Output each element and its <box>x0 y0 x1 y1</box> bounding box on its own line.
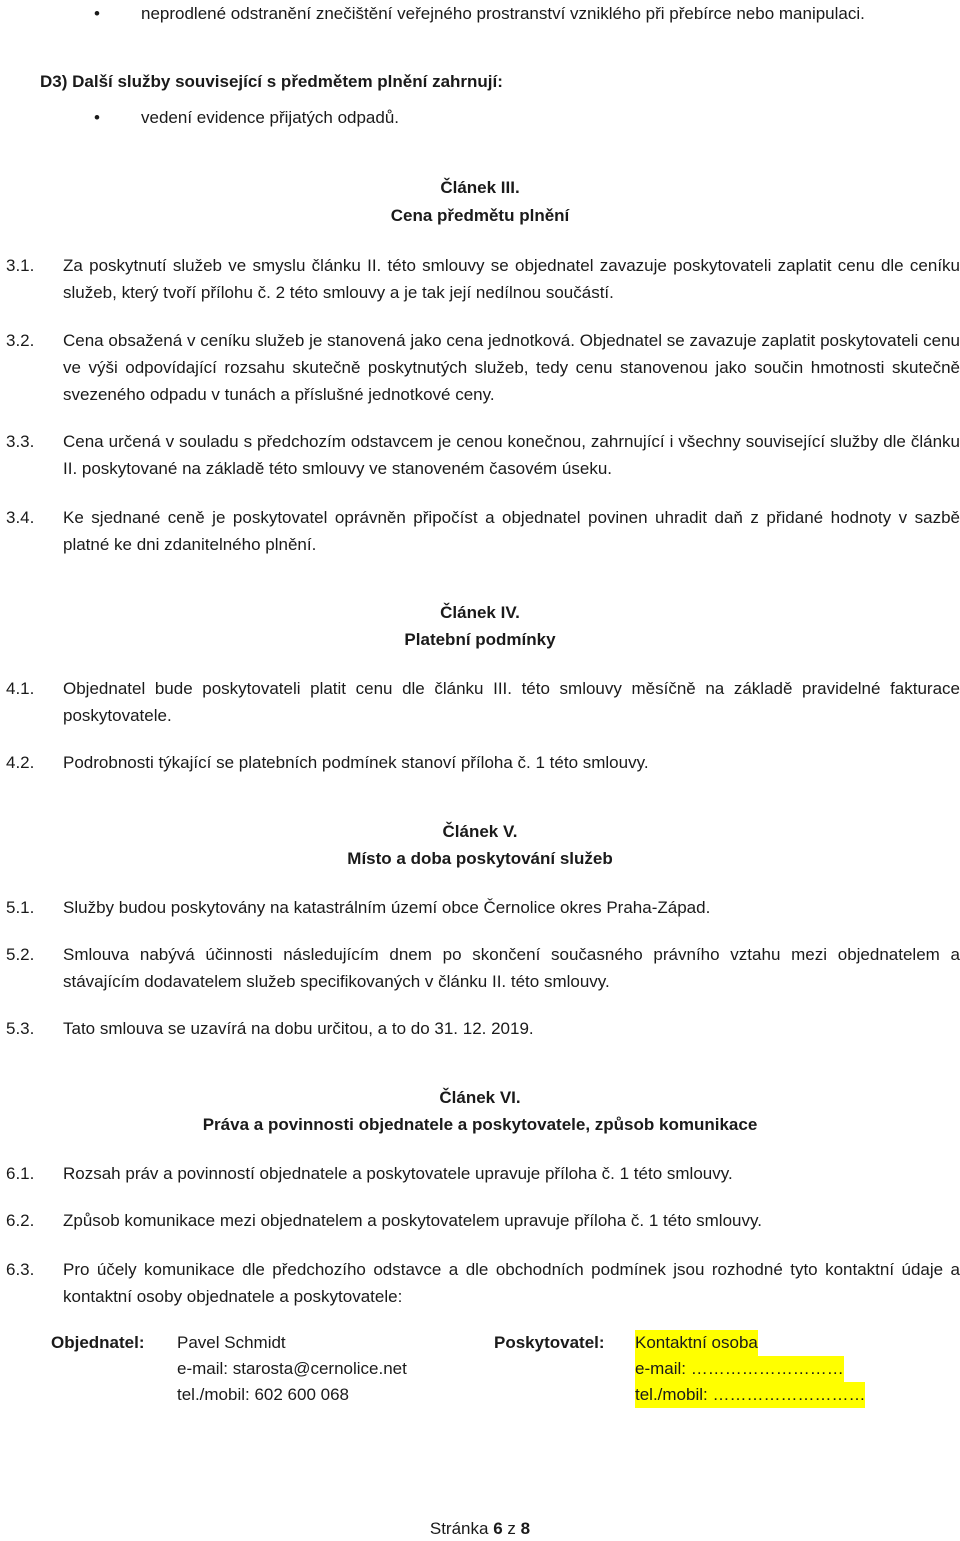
client-name: Pavel Schmidt <box>177 1333 286 1352</box>
paragraph-text: Cena obsažená v ceníku služeb je stanovená jako cena jednotková. Objednatel se zavazuje zaplatit poskytovateli cenu ve výši odpovídající rozsahu skutečně poskytnutých služeb, tedy cenu stanovenou jako součin hmotnosti skutečně svezeného odpadu v tunách a příslušné jednotkové ceny. <box>63 331 960 404</box>
paragraph-text: Cena určená v souladu s předchozím odstavcem je cenou konečnou, zahrnující i všechny související služby dle článku II. poskytované na základě této smlouvy ve stanoveném časovém úseku. <box>63 432 960 478</box>
paragraph-text: Tato smlouva se uzavírá na dobu určitou, a to do 31. 12. 2019. <box>63 1019 534 1038</box>
paragraph-number: 6.2. <box>6 1211 35 1230</box>
paragraph-number: 3.2. <box>6 331 35 350</box>
paragraph-number: 3.3. <box>6 432 35 451</box>
footer-of: z <box>507 1519 516 1538</box>
bullet-text: vedení evidence přijatých odpadů. <box>141 108 400 127</box>
provider-phone: tel./mobil: ……………………… <box>635 1382 865 1408</box>
paragraph-number: 5.2. <box>6 945 35 964</box>
paragraph-text: Způsob komunikace mezi objednatelem a poskytovatelem upravuje příloha č. 1 této smlouvy. <box>63 1211 762 1230</box>
paragraph-text: Rozsah práv a povinností objednatele a poskytovatele upravuje příloha č. 1 této smlouvy. <box>63 1164 733 1183</box>
paragraph-text: Smlouva nabývá účinnosti následujícím dnem po skončení současného právního vztahu mezi objednatelem a stávajícím dodavatelem služeb specifikovaných v článku II. této smlouvy. <box>63 945 960 991</box>
client-label: Objednatel: <box>51 1333 145 1352</box>
paragraph-text: Za poskytnutí služeb ve smyslu článku II. této smlouvy se objednatel zavazuje poskytovateli zaplatit cenu dle ceníku služeb, který tvoří přílohu č. 2 této smlouvy a je tak její nedílnou součástí. <box>63 256 960 302</box>
paragraph-text: Ke sjednané ceně je poskytovatel oprávněn připočíst a objednatel povinen uhradit daň z přidané hodnoty v sazbě platné ke dni zdanitelného plnění. <box>63 508 960 554</box>
footer-page-total: 8 <box>520 1519 531 1538</box>
paragraph-number: 5.1. <box>6 898 35 917</box>
page-footer <box>0 1517 960 1541</box>
article-title: Článek VI. <box>439 1088 521 1107</box>
footer-page-number: 6 <box>493 1519 503 1538</box>
footer-prefix: Stránka <box>429 1519 489 1538</box>
provider-label: Poskytovatel: <box>494 1333 605 1352</box>
paragraph-text: Pro účely komunikace dle předchozího odstavce a dle obchodních podmínek jsou rozhodné tyto kontaktní údaje a kontaktní osoby objednatele a poskytovatele: <box>63 1260 960 1306</box>
paragraph-number: 3.4. <box>6 508 35 527</box>
paragraph-number: 6.3. <box>6 1260 35 1279</box>
article-subtitle: Místo a doba poskytování služeb <box>347 849 613 868</box>
client-email: e-mail: starosta@cernolice.net <box>177 1359 407 1378</box>
bullet-text: neprodlené odstranění znečištění veřejného prostranství vzniklého při přebírce nebo manipulaci. <box>141 4 865 23</box>
paragraph-text: Služby budou poskytovány na katastrálním území obce Černolice okres Praha-Západ. <box>63 898 711 917</box>
paragraph-number: 4.2. <box>6 753 35 772</box>
article-subtitle: Platební podmínky <box>404 630 556 649</box>
provider-email: e-mail: ……………………… <box>635 1356 844 1382</box>
d3-heading: D3) Další služby související s předmětem plnění zahrnují: <box>40 72 503 91</box>
paragraph-number: 3.1. <box>6 256 35 275</box>
paragraph-text: Objednatel bude poskytovateli platit cenu dle článku III. této smlouvy měsíčně na základě pravidelné fakturace poskytovatele. <box>63 679 960 725</box>
article-title: Článek III. <box>440 178 520 197</box>
article-subtitle: Cena předmětu plnění <box>390 206 570 225</box>
bullet-symbol: • <box>94 4 100 23</box>
client-phone: tel./mobil: 602 600 068 <box>177 1385 350 1404</box>
paragraph-number: 4.1. <box>6 679 35 698</box>
article-subtitle: Práva a povinnosti objednatele a poskytovatele, způsob komunikace <box>202 1115 758 1134</box>
paragraph-text: Podrobnosti týkající se platebních podmínek stanoví příloha č. 1 této smlouvy. <box>63 753 649 772</box>
paragraph-number: 6.1. <box>6 1164 35 1183</box>
article-title: Článek V. <box>442 822 518 841</box>
bullet-symbol: • <box>94 108 100 127</box>
paragraph-number: 5.3. <box>6 1019 35 1038</box>
article-title: Článek IV. <box>440 603 520 622</box>
provider-name: Kontaktní osoba <box>635 1330 758 1356</box>
